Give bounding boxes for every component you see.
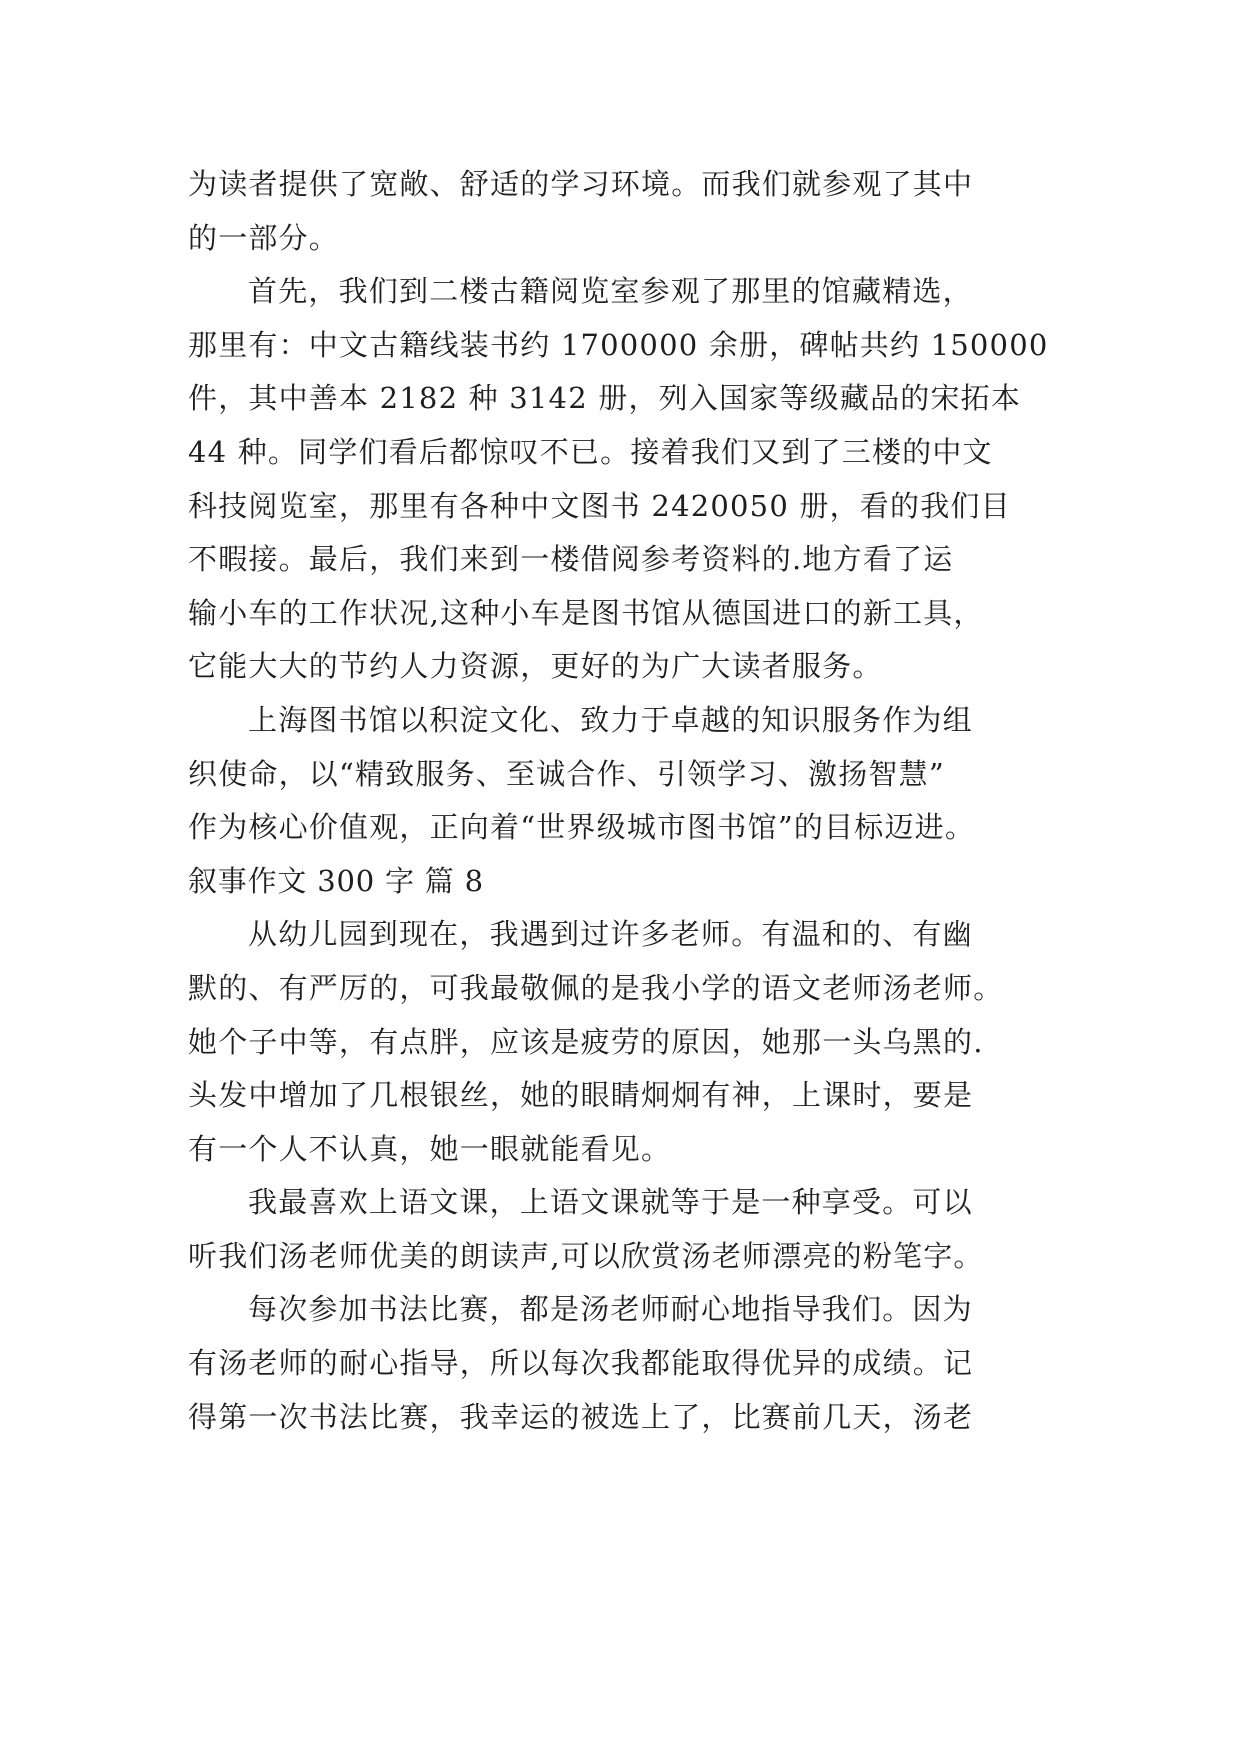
text-line: 有汤老师的耐心指导，所以每次我都能取得优异的成绩。记 — [188, 1346, 974, 1381]
text-line: 从幼儿园到现在，我遇到过许多老师。有温和的、有幽 — [248, 917, 973, 952]
text-line: 她个子中等，有点胖，应该是疲劳的原因，她那一头乌黑的. — [188, 1024, 984, 1059]
text-line: 作为核心价值观，正向着“世界级城市图书馆”的目标迈进。 — [188, 810, 976, 845]
text-line: 不暇接。最后，我们来到一楼借阅参考资料的.地方看了运 — [188, 542, 954, 577]
text-line: 织使命，以“精致服务、至诚合作、引领学习、激扬智慧” — [188, 756, 945, 791]
text-line: 输小车的工作状况,这种小车是图书馆从德国进口的新工具， — [188, 595, 984, 630]
text-line: 科技阅览室，那里有各种中文图书 2420050 册，看的我们目 — [188, 488, 1011, 523]
text-line: 有一个人不认真，她一眼就能看见。 — [188, 1131, 672, 1166]
document-body — [188, 158, 1068, 1444]
text-line: 的一部分。 — [188, 220, 340, 255]
text-line: 为读者提供了宽敞、舒适的学习环境。而我们就参观了其中 — [188, 167, 974, 201]
text-line: 听我们汤老师优美的朗读声,可以欣赏汤老师漂亮的粉笔字。 — [188, 1238, 984, 1273]
text-line: 每次参加书法比赛，都是汤老师耐心地指导我们。因为 — [248, 1292, 973, 1327]
text-line: 首先，我们到二楼古籍阅览室参观了那里的馆藏精选， — [248, 274, 973, 309]
text-line: 得第一次书法比赛，我幸运的被选上了，比赛前几天，汤老 — [188, 1399, 974, 1434]
text-line: 上海图书馆以积淀文化、致力于卓越的知识服务作为组 — [248, 702, 973, 737]
text-line: 默的、有严厉的，可我最敬佩的是我小学的语文老师汤老师。 — [188, 970, 1004, 1005]
text-line: 那里有：中文古籍线装书约 1700000 余册，碑帖共约 150000 — [188, 327, 1049, 362]
text-line: 它能大大的节约人力资源，更好的为广大读者服务。 — [188, 649, 883, 684]
text-line: 44 种。同学们看后都惊叹不已。接着我们又到了三楼的中文 — [188, 434, 993, 469]
section-heading: 叙事作文 300 字 篇 8 — [188, 863, 484, 898]
text-line: 我最喜欢上语文课，上语文课就等于是一种享受。可以 — [248, 1185, 973, 1220]
text-line: 件，其中善本 2182 种 3142 册，列入国家等级藏品的宋拓本 — [188, 381, 1022, 416]
text-line: 头发中增加了几根银丝，她的眼睛炯炯有神，上课时，要是 — [188, 1078, 974, 1113]
